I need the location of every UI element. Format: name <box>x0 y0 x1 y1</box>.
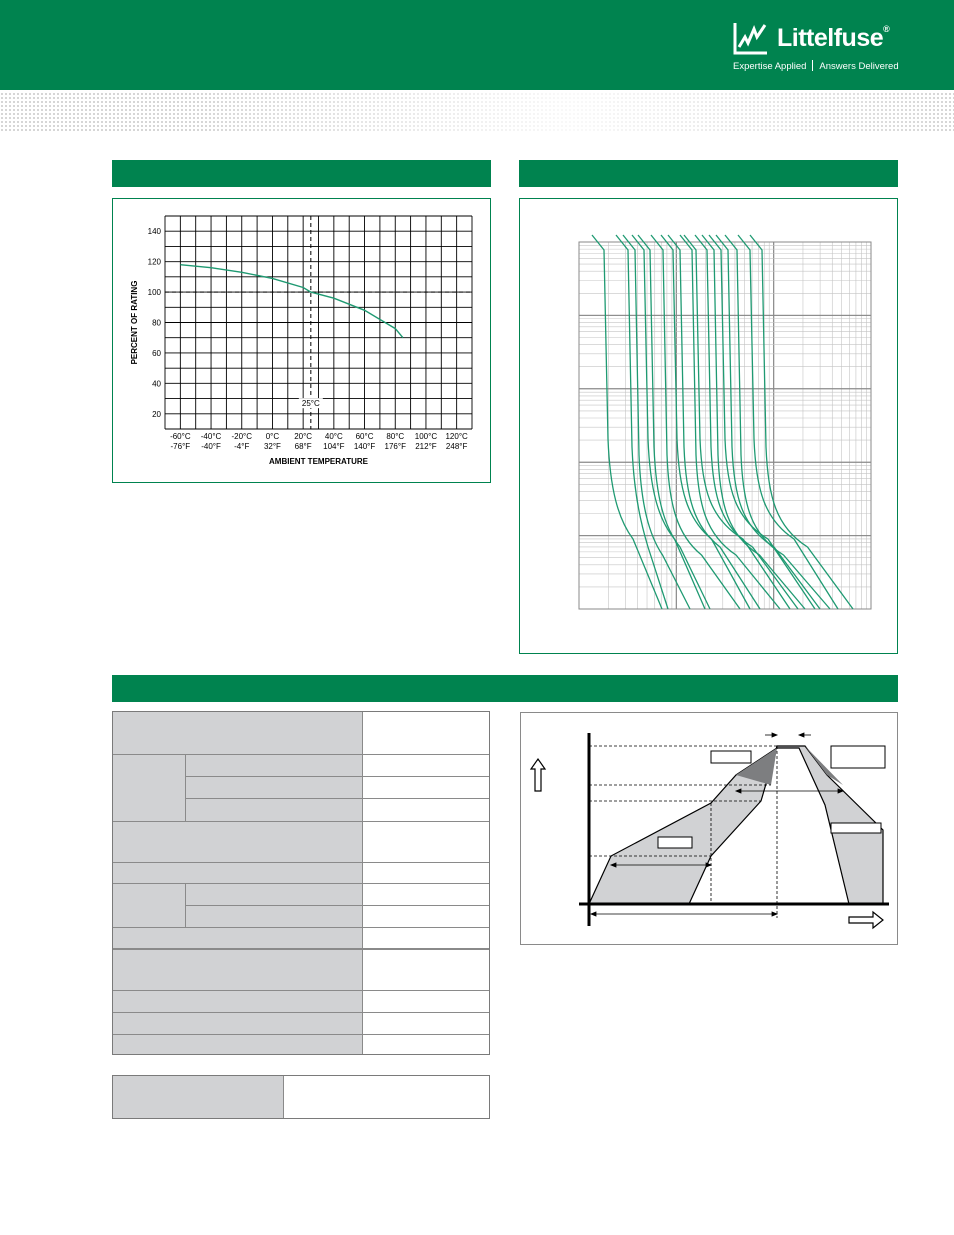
table-sub-label <box>185 754 362 776</box>
brand-name: Littelfuse® <box>777 24 890 52</box>
y-tick-label: 80 <box>152 318 161 328</box>
label-box <box>658 837 692 848</box>
x-tick-label-fahrenheit: 68°F <box>294 442 312 451</box>
time-current-curve <box>592 235 662 609</box>
y-tick-label: 60 <box>152 348 161 358</box>
time-current-curve <box>695 235 798 609</box>
x-tick-label-celsius: 40°C <box>324 432 343 441</box>
x-tick-label-fahrenheit: 32°F <box>263 442 281 451</box>
time-current-curve <box>709 235 815 609</box>
table-row-label <box>113 821 362 862</box>
table-row-label <box>113 1012 362 1034</box>
reference-label: 25°C <box>301 399 320 409</box>
lead-finish-table <box>112 1075 490 1119</box>
y-tick-label: 120 <box>147 257 161 267</box>
brand-tagline: Expertise Applied Answers Delivered <box>733 61 899 72</box>
table-group-label <box>113 754 185 821</box>
derating-curve <box>180 265 403 338</box>
table-row-label <box>113 1034 362 1054</box>
temperature-arrow-icon <box>531 759 545 791</box>
table-row-label <box>113 927 362 948</box>
x-tick-label-fahrenheit: 212°F <box>415 442 437 451</box>
y-tick-label: 140 <box>147 227 161 237</box>
table-row-label <box>113 712 362 754</box>
table-sub-label <box>185 905 362 927</box>
reflow-profile-panel <box>520 712 898 945</box>
time-current-curve <box>750 235 853 609</box>
dot-pattern-band <box>0 92 954 132</box>
x-tick-label-celsius: -20°C <box>231 432 253 441</box>
x-axis-label: AMBIENT TEMPERATURE <box>269 457 368 466</box>
time-current-curve <box>632 235 705 609</box>
x-tick-label-fahrenheit: -76°F <box>170 442 191 451</box>
x-tick-label-celsius: 20°C <box>294 432 313 441</box>
x-tick-label-celsius: 0°C <box>265 432 280 441</box>
y-axis-label: PERCENT OF RATING <box>130 280 139 365</box>
label-box <box>711 751 751 763</box>
time-current-chart-panel <box>519 198 898 654</box>
section-bar-derating <box>112 160 491 187</box>
x-tick-label-celsius: 100°C <box>414 432 438 441</box>
soldering-parameters-table <box>112 711 490 1055</box>
y-tick-label: 20 <box>152 409 161 419</box>
time-current-curve <box>716 235 820 609</box>
x-tick-label-celsius: 80°C <box>386 432 405 441</box>
y-tick-label: 100 <box>147 288 161 298</box>
table-row-label <box>113 990 362 1012</box>
time-current-curve <box>668 235 760 609</box>
derating-chart <box>113 199 490 482</box>
y-tick-label: 40 <box>152 379 161 389</box>
table-group-label <box>113 883 185 927</box>
x-tick-label-fahrenheit: -4°F <box>234 442 250 451</box>
x-tick-label-fahrenheit: 176°F <box>384 442 406 451</box>
x-tick-label-celsius: -40°C <box>200 432 222 441</box>
time-current-chart <box>520 199 897 653</box>
x-tick-label-celsius: 60°C <box>355 432 374 441</box>
section-bar-time-current <box>519 160 898 187</box>
page-header <box>0 0 954 90</box>
section-bar-soldering <box>112 675 898 702</box>
x-tick-label-celsius: -60°C <box>170 432 191 441</box>
table-row-label <box>113 862 362 883</box>
x-tick-label-fahrenheit: -40°F <box>201 442 221 451</box>
table-sub-label <box>185 883 362 905</box>
table-row-label <box>113 1076 283 1118</box>
reflow-profile-diagram <box>521 713 897 944</box>
x-tick-label-fahrenheit: 248°F <box>445 442 468 451</box>
table-row-label <box>113 948 362 990</box>
x-tick-label-fahrenheit: 104°F <box>323 442 345 451</box>
x-tick-label-celsius: 120°C <box>445 432 468 441</box>
x-tick-label-fahrenheit: 140°F <box>353 442 376 451</box>
littelfuse-logo-icon <box>733 21 769 55</box>
table-sub-label <box>185 798 362 821</box>
derating-chart-panel <box>112 198 491 483</box>
table-sub-label <box>185 776 362 798</box>
label-box <box>831 746 885 768</box>
time-current-curve <box>616 235 668 609</box>
time-arrow-icon <box>849 912 883 928</box>
label-box <box>831 823 881 833</box>
